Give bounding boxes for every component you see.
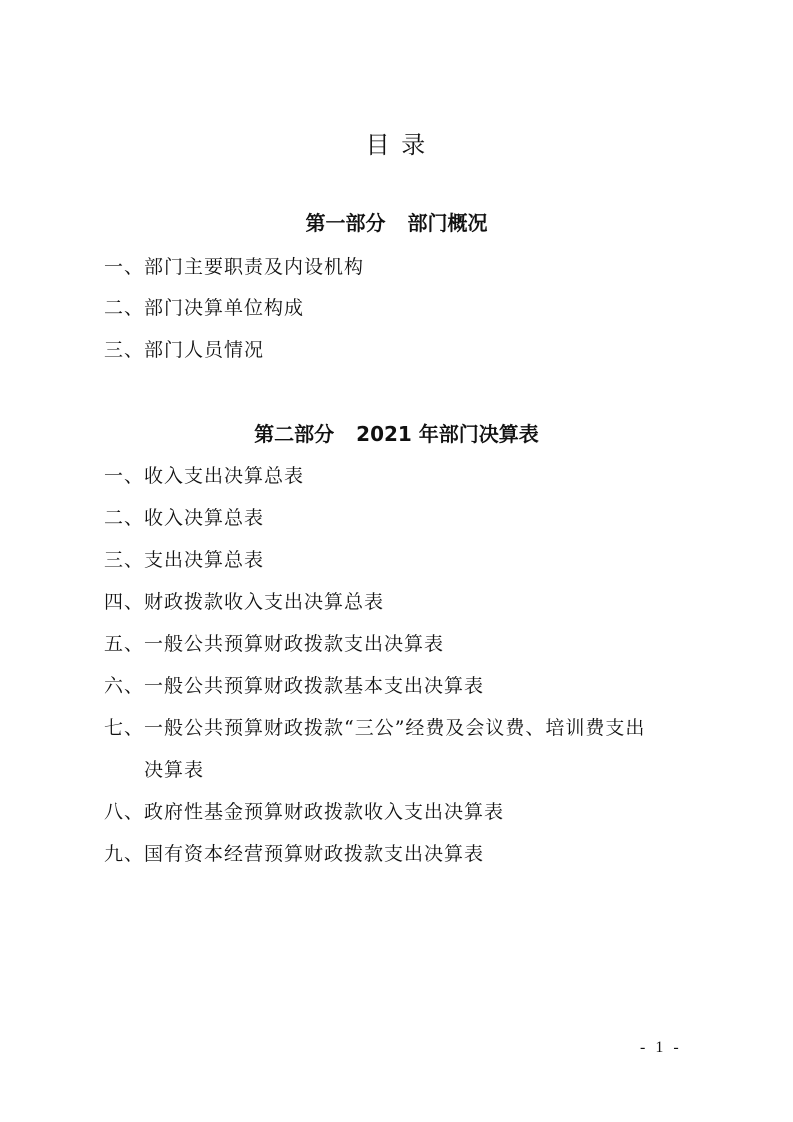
- toc-item: 三、部门人员情况: [104, 339, 265, 361]
- toc-item: 一、部门主要职责及内设机构: [104, 256, 365, 278]
- toc-item: 五、一般公共预算财政拨款支出决算表: [104, 633, 445, 655]
- toc-item: 七、一般公共预算财政拨款“三公”经费及会议费、培训费支出: [104, 717, 646, 739]
- part1-label: 第一部分: [305, 211, 386, 235]
- toc-item: 二、收入决算总表: [104, 507, 265, 529]
- toc-item: 九、国有资本经营预算财政拨款支出决算表: [104, 843, 485, 865]
- part2-heading: [0, 419, 793, 449]
- page-title: 目 录: [365, 131, 428, 159]
- toc-item: 三、支出决算总表: [104, 549, 265, 571]
- toc-item: 一、收入支出决算总表: [104, 465, 305, 487]
- toc-item: 四、财政拨款收入支出决算总表: [104, 591, 385, 613]
- part2-label: 第二部分: [254, 422, 335, 446]
- toc-item-continuation: 决算表: [144, 759, 205, 781]
- part2-name: 2021 年部门决算表: [356, 422, 539, 446]
- part1-heading: [0, 208, 793, 238]
- toc-item: 二、部门决算单位构成: [104, 297, 305, 319]
- part1-name: 部门概况: [407, 211, 488, 235]
- toc-item: 六、一般公共预算财政拨款基本支出决算表: [104, 675, 485, 697]
- page-number: - 1 -: [640, 1039, 682, 1056]
- toc-item: 八、政府性基金预算财政拨款收入支出决算表: [104, 801, 505, 823]
